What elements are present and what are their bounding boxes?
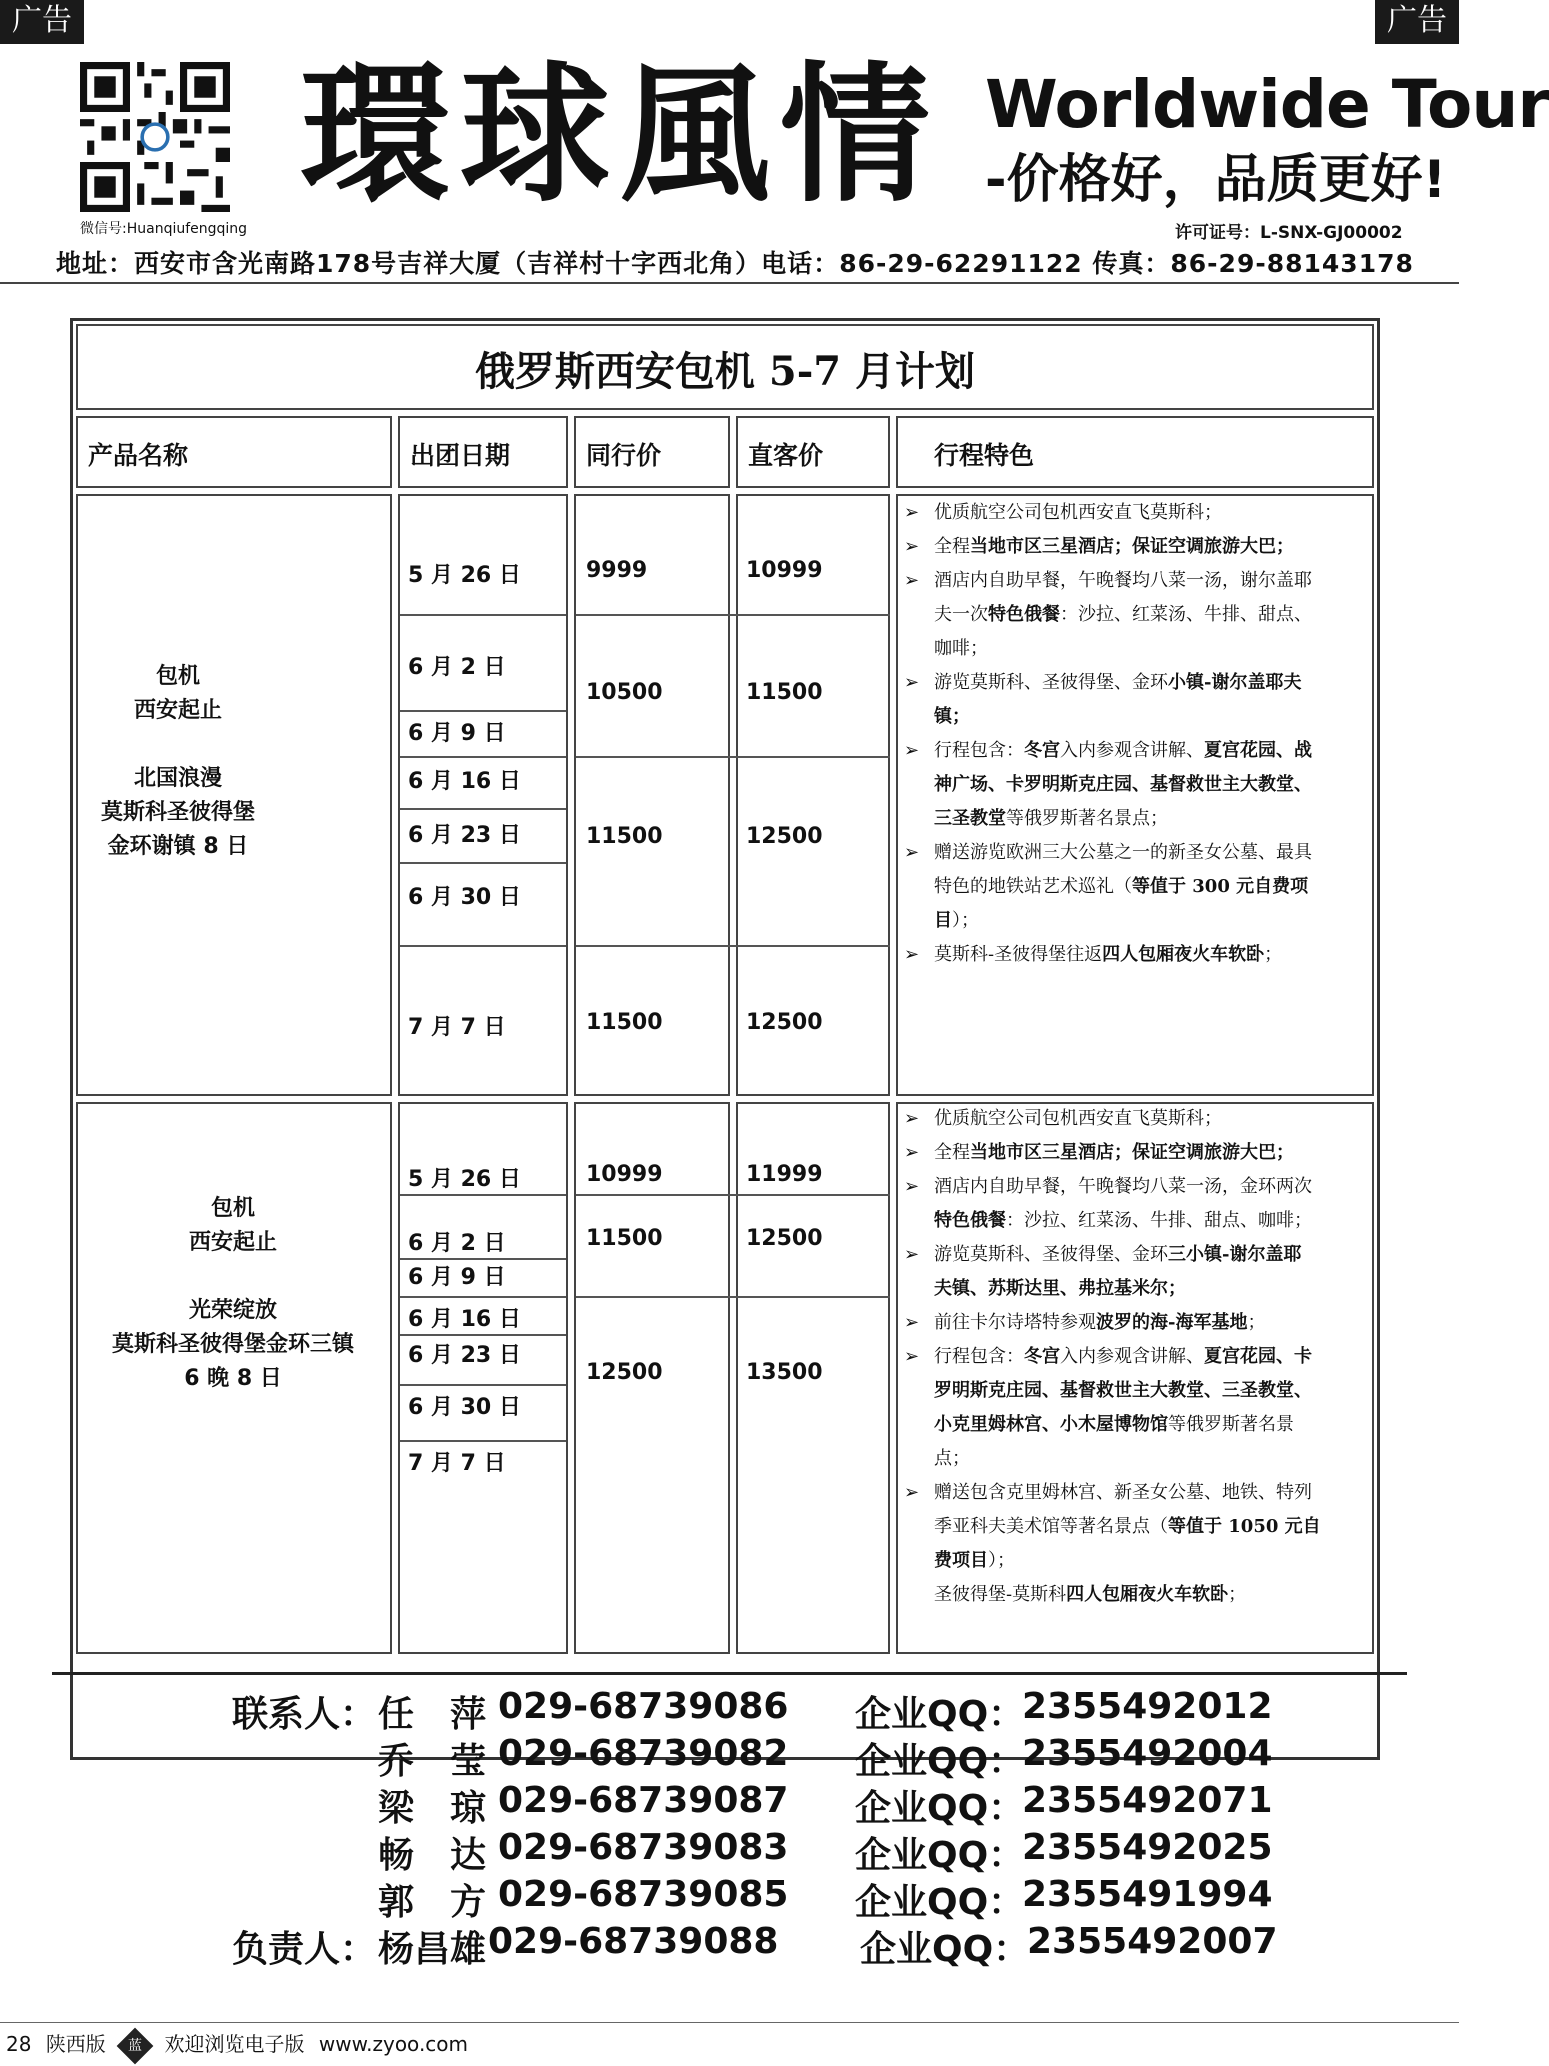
qr-code: [80, 62, 230, 212]
contact-phone: 029-68739087: [498, 1780, 789, 1821]
feature-item: ➢ 行程包含：冬宫入内参观含讲解、夏宫花园、卡: [904, 1346, 1312, 1367]
product1-name: 包机 西安起止 北国浪漫 莫斯科圣彼得堡 金环谢镇 8 日: [100, 664, 255, 859]
product2-date: 6 月 2 日: [408, 1231, 506, 1256]
row-divider: [576, 1194, 890, 1196]
ad-tag-right: 广告: [1375, 0, 1459, 44]
logo-icon: 蓝: [117, 2027, 154, 2064]
contact-name: 任 萍: [378, 1694, 487, 1735]
feature-item: ➢ 优质航空公司包机西安直飞莫斯科；: [904, 1108, 1222, 1129]
row-divider: [576, 1296, 890, 1298]
row-divider: [400, 614, 566, 616]
license-number: 许可证号：L-SNX-GJ00002: [1175, 223, 1403, 243]
contact-phone: 029-68739082: [498, 1733, 789, 1774]
product2-direct-price: 13500: [746, 1360, 823, 1385]
brand-title: 環球風情: [300, 47, 941, 223]
row-divider: [400, 1384, 566, 1386]
header-cell-peer-price: [574, 416, 730, 488]
contact-phone: 029-68739086: [498, 1686, 789, 1727]
footer-divider: [0, 2022, 1459, 2023]
contact-name: 乔 莹: [378, 1741, 487, 1782]
manager-label: 负责人：: [232, 1929, 377, 1970]
product2-date: 6 月 9 日: [408, 1265, 506, 1290]
row-divider: [576, 756, 890, 758]
manager-qq: 2355492007: [1027, 1921, 1278, 1962]
header-date: 出团日期: [410, 441, 511, 470]
product1-peer-price: 10500: [586, 680, 663, 705]
feature-item: ➢ 赠送游览欧洲三大公墓之一的新圣女公墓、最具: [904, 842, 1312, 863]
feature-item: ➢ 莫斯科-圣彼得堡往返四人包厢夜火车软卧；: [904, 944, 1283, 965]
feature-item: ➢ 赠送包含克里姆林宫、新圣女公墓、地铁、特列: [904, 1482, 1312, 1503]
product2-peer-price: 11500: [586, 1226, 663, 1251]
contact-qq-label: 企业QQ：: [855, 1882, 1025, 1923]
footer-text: 欢迎浏览电子版: [164, 2032, 305, 2056]
contact-phone: 029-68739083: [498, 1827, 789, 1868]
header-cell-features: [896, 416, 1374, 488]
row-divider: [400, 862, 566, 864]
contact-qq: 2355492025: [1022, 1827, 1273, 1868]
contact-qq-label: 企业QQ：: [855, 1694, 1025, 1735]
row-divider: [400, 945, 566, 947]
contact-phone: 029-68739085: [498, 1874, 789, 1915]
row-divider: [400, 1440, 566, 1442]
product1-date: 6 月 2 日: [408, 655, 506, 680]
contact-qq-label: 企业QQ：: [855, 1788, 1025, 1829]
product1-peer-price: 11500: [586, 824, 663, 849]
product1-date: 6 月 30 日: [408, 885, 521, 910]
contact-name: 郭 方: [378, 1882, 487, 1923]
brand-english: Worldwide Tour: [985, 66, 1549, 143]
contact-qq: 2355492071: [1022, 1780, 1273, 1821]
product1-date: 7 月 7 日: [408, 1015, 506, 1040]
product2-peer-price: 10999: [586, 1162, 663, 1187]
header-peer-price: 同行价: [586, 441, 662, 470]
product1-direct-price: 12500: [746, 1010, 823, 1035]
feature-item: ➢ 酒店内自助早餐，午晚餐均八菜一汤，金环两次: [904, 1176, 1312, 1197]
product2-date: 7 月 7 日: [408, 1451, 506, 1476]
product1-date: 6 月 23 日: [408, 823, 521, 848]
table-title-box: [76, 324, 1374, 410]
product2-features: ➢ 优质航空公司包机西安直飞莫斯科； ➢ 全程当地市区三星酒店；保证空调旅游大巴； ➢ 酒店内自助早餐，午晚餐均八菜一汤，金环两次 特色俄餐：沙拉、红菜汤、牛排、甜点、咖啡； ➢ 游览莫斯科、圣彼得堡、金环三小镇-谢尔盖耶 夫镇、苏斯达里、弗拉基米尔； ➢ 前往卡尔诗塔特参观波罗的海-海军基地； ➢ 行程包含：冬宫入内参观含讲解、夏宫花园、卡 罗明斯克庄园、基督救世主大教堂、三圣教堂、 小克里姆林宫、小木屋博物馆等俄罗斯著名景 点； ➢ 赠送包含克里姆林宫、新圣女公墓、地铁、特列 季亚科夫美术馆等著名景点（等值于 1050 元自 费项目）； 圣彼得堡-莫斯科四人包厢夜火车软卧；: [904, 1102, 1368, 1612]
header-cell-direct-price: [736, 416, 890, 488]
header-direct-price: 直客价: [748, 441, 824, 470]
row-divider: [400, 808, 566, 810]
product1-date: 6 月 16 日: [408, 769, 521, 794]
row-divider: [400, 710, 566, 712]
page-number: 28: [6, 2032, 32, 2056]
product2-date: 5 月 26 日: [408, 1167, 521, 1192]
feature-item: ➢ 游览莫斯科、圣彼得堡、金环小镇-谢尔盖耶夫: [904, 672, 1302, 693]
row-divider: [400, 1334, 566, 1336]
edition-label: 陕西版: [45, 2032, 106, 2056]
product1-date: 5 月 26 日: [408, 563, 521, 588]
footer-url[interactable]: www.zyoo.com: [318, 2032, 469, 2056]
manager-phone: 029-68739088: [488, 1921, 779, 1962]
product2-date: 6 月 16 日: [408, 1307, 521, 1332]
product2-peer-price: 12500: [586, 1360, 663, 1385]
row-divider: [576, 614, 890, 616]
header-product: 产品名称: [88, 441, 189, 470]
product2-direct-price: 12500: [746, 1226, 823, 1251]
row-divider: [400, 1194, 566, 1196]
contact-name: 畅 达: [378, 1835, 487, 1876]
row-divider: [576, 945, 890, 947]
product1-peer-cell: [574, 494, 730, 1096]
product1-name-cell: [76, 494, 392, 1096]
contact-label: 联系人：: [232, 1694, 377, 1735]
contact-qq: 2355492004: [1022, 1733, 1273, 1774]
address-line: 地址：西安市含光南路178号吉祥大厦（吉祥村十字西北角）电话：86-29-62291122 传真：86-29-88143178: [56, 249, 1414, 278]
header-features: 行程特色: [934, 441, 1035, 470]
product2-name: 包机 西安起止 光荣绽放 莫斯科圣彼得堡金环三镇 6 晚 8 日: [111, 1196, 354, 1391]
header-cell-date: [398, 416, 568, 488]
contact-qq: 2355491994: [1022, 1874, 1273, 1915]
contacts-divider: [52, 1672, 1407, 1675]
feature-item: ➢ 全程当地市区三星酒店；保证空调旅游大巴；: [904, 536, 1294, 557]
wechat-id: 微信号:Huanqiufengqing: [80, 221, 248, 237]
contact-name: 梁 琼: [378, 1788, 487, 1829]
product1-peer-price: 11500: [586, 1010, 663, 1035]
manager-name: 杨昌雄: [378, 1929, 487, 1970]
product1-date: 6 月 9 日: [408, 721, 506, 746]
product2-date: 6 月 23 日: [408, 1343, 521, 1368]
contact-qq-label: 企业QQ：: [855, 1741, 1025, 1782]
product1-features: ➢ 优质航空公司包机西安直飞莫斯科； ➢ 全程当地市区三星酒店；保证空调旅游大巴； ➢ 酒店内自助早餐，午晚餐均八菜一汤，谢尔盖耶 夫一次特色俄餐：沙拉、红菜汤、牛排、甜点、 咖啡； ➢ 游览莫斯科、圣彼得堡、金环小镇-谢尔盖耶夫 镇； ➢ 行程包含：冬宫入内参观含讲解、夏宫花园、战 神广场、卡罗明斯克庄园、基督救世主大教堂、 三圣教堂等俄罗斯著名景点； ➢ 赠送游览欧洲三大公墓之一的新圣女公墓、最具 特色的地铁站艺术巡礼（等值于 300 元自费项 目）； ➢ 莫斯科-圣彼得堡往返四人包厢夜火车软卧；: [904, 496, 1368, 972]
feature-item: ➢ 游览莫斯科、圣彼得堡、金环三小镇-谢尔盖耶: [904, 1244, 1302, 1265]
feature-item: ➢ 酒店内自助早餐，午晚餐均八菜一汤，谢尔盖耶: [904, 570, 1312, 591]
product1-peer-price: 9999: [586, 558, 648, 583]
ad-tag-left: 广告: [0, 0, 84, 44]
product2-direct-price: 11999: [746, 1162, 823, 1187]
product1-direct-price: 12500: [746, 824, 823, 849]
header-cell-product: [76, 416, 392, 488]
row-divider: [400, 1296, 566, 1298]
feature-item: ➢ 全程当地市区三星酒店；保证空调旅游大巴；: [904, 1142, 1294, 1163]
feature-item: ➢ 行程包含：冬宫入内参观含讲解、夏宫花园、战: [904, 740, 1312, 761]
product1-direct-price: 10999: [746, 558, 823, 583]
footer: [6, 2028, 468, 2059]
row-divider: [400, 756, 566, 758]
product2-date: 6 月 30 日: [408, 1395, 521, 1420]
product1-direct-price: 11500: [746, 680, 823, 705]
product2-name-cell: [76, 1102, 392, 1654]
header-divider: [0, 282, 1459, 284]
feature-item: ➢ 优质航空公司包机西安直飞莫斯科；: [904, 502, 1222, 523]
contact-qq: 2355492012: [1022, 1686, 1273, 1727]
contact-qq-label: 企业QQ：: [855, 1835, 1025, 1876]
product1-direct-cell: [736, 494, 890, 1096]
table-title: 俄罗斯西安包机 5-7 月计划: [474, 348, 976, 395]
feature-item: ➢ 前往卡尔诗塔特参观波罗的海-海军基地；: [904, 1312, 1266, 1333]
slogan: -价格好，品质更好!: [985, 150, 1447, 210]
manager-qq-label: 企业QQ：: [860, 1929, 1030, 1970]
